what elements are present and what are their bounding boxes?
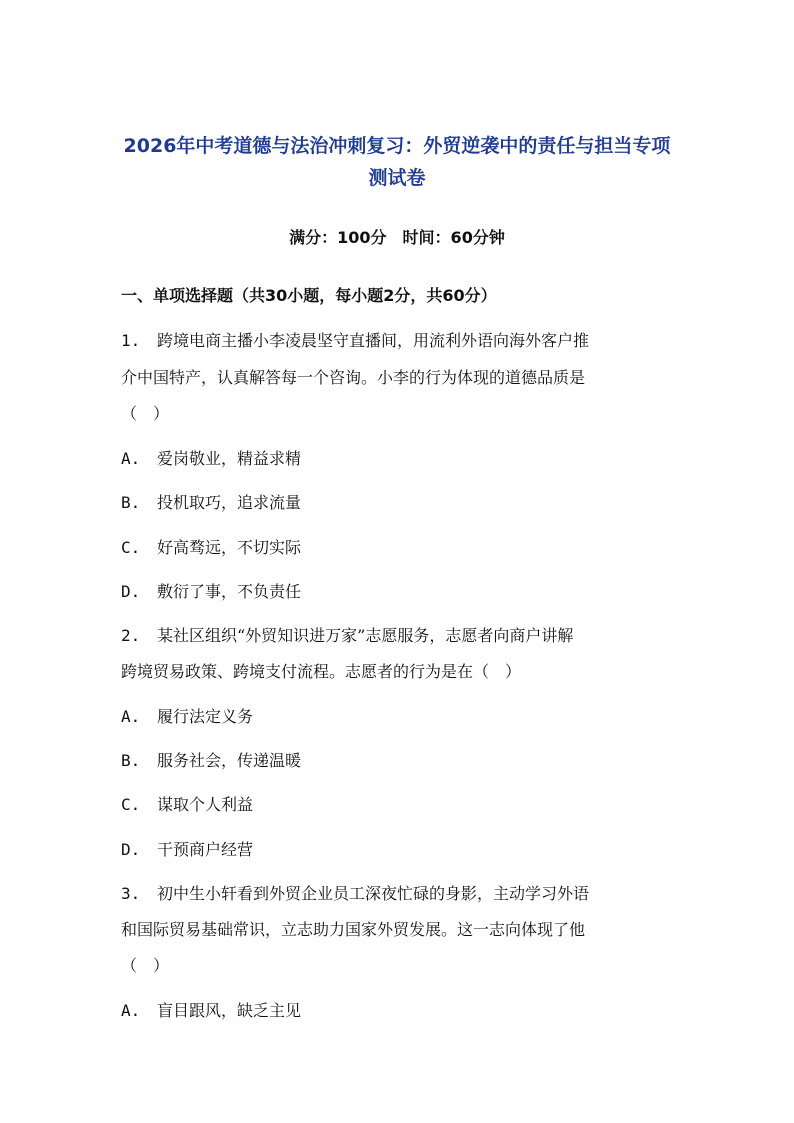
option-text: 爱岗敬业，精益求精 <box>157 449 302 468</box>
question-1-line2: 介中国特产，认真解答每一个咨询。小李的行为体现的道德品质是 <box>121 368 586 387</box>
option-letter: B. <box>121 751 141 770</box>
option-letter: C. <box>121 538 141 557</box>
question-1-option-c <box>121 535 681 558</box>
exam-meta: 满分：100分 时间：60分钟 <box>289 228 505 247</box>
question-2-option-a <box>121 704 681 727</box>
question-1-answer-blank: （ ） <box>121 404 170 423</box>
question-3-answer-blank: （ ） <box>121 956 170 975</box>
question-number: 3. <box>121 884 141 903</box>
question-2-option-b <box>121 748 681 771</box>
section-heading: 一、单项选择题（共30小题，每小题2分，共60分） <box>121 286 497 305</box>
option-letter: C. <box>121 795 141 814</box>
question-3-line1 <box>121 881 681 904</box>
question-number: 2. <box>121 626 141 645</box>
option-text: 谋取个人利益 <box>157 795 254 814</box>
question-text: 跨境电商主播小李凌晨坚守直播间，用流利外语向海外客户推 <box>157 331 590 350</box>
question-2-option-d <box>121 837 681 860</box>
question-2-line1 <box>121 623 681 646</box>
option-text: 敷衍了事，不负责任 <box>157 582 302 601</box>
question-1-option-b <box>121 490 681 513</box>
question-text: 初中生小轩看到外贸企业员工深夜忙碌的身影，主动学习外语 <box>157 884 590 903</box>
option-letter: D. <box>121 582 141 601</box>
question-text: 某社区组织“外贸知识进万家”志愿服务，志愿者向商户讲解 <box>157 626 574 645</box>
option-text: 盲目跟风，缺乏主见 <box>157 1001 302 1020</box>
question-3-option-a <box>121 998 681 1021</box>
question-3-line2: 和国际贸易基础常识，立志助力国家外贸发展。这一志向体现了他 <box>121 920 586 939</box>
question-2-option-c <box>121 792 681 815</box>
option-text: 干预商户经营 <box>157 840 254 859</box>
option-letter: A. <box>121 707 141 726</box>
question-2-line2: 跨境贸易政策、跨境支付流程。志愿者的行为是在（ ） <box>121 662 522 681</box>
question-1-option-d <box>121 579 681 602</box>
option-text: 履行法定义务 <box>157 707 254 726</box>
option-text: 服务社会，传递温暖 <box>157 751 302 770</box>
question-1-line1 <box>121 328 681 351</box>
option-letter: B. <box>121 493 141 512</box>
option-letter: A. <box>121 1001 141 1020</box>
question-1-option-a <box>121 446 681 469</box>
option-letter: A. <box>121 449 141 468</box>
option-text: 好高骛远，不切实际 <box>157 538 302 557</box>
question-number: 1. <box>121 331 141 350</box>
document-title-line1: 2026年中考道德与法治冲刺复习：外贸逆袭中的责任与担当专项 <box>123 135 671 157</box>
option-letter: D. <box>121 840 141 859</box>
document-title-line2: 测试卷 <box>368 167 426 189</box>
option-text: 投机取巧，追求流量 <box>157 493 302 512</box>
